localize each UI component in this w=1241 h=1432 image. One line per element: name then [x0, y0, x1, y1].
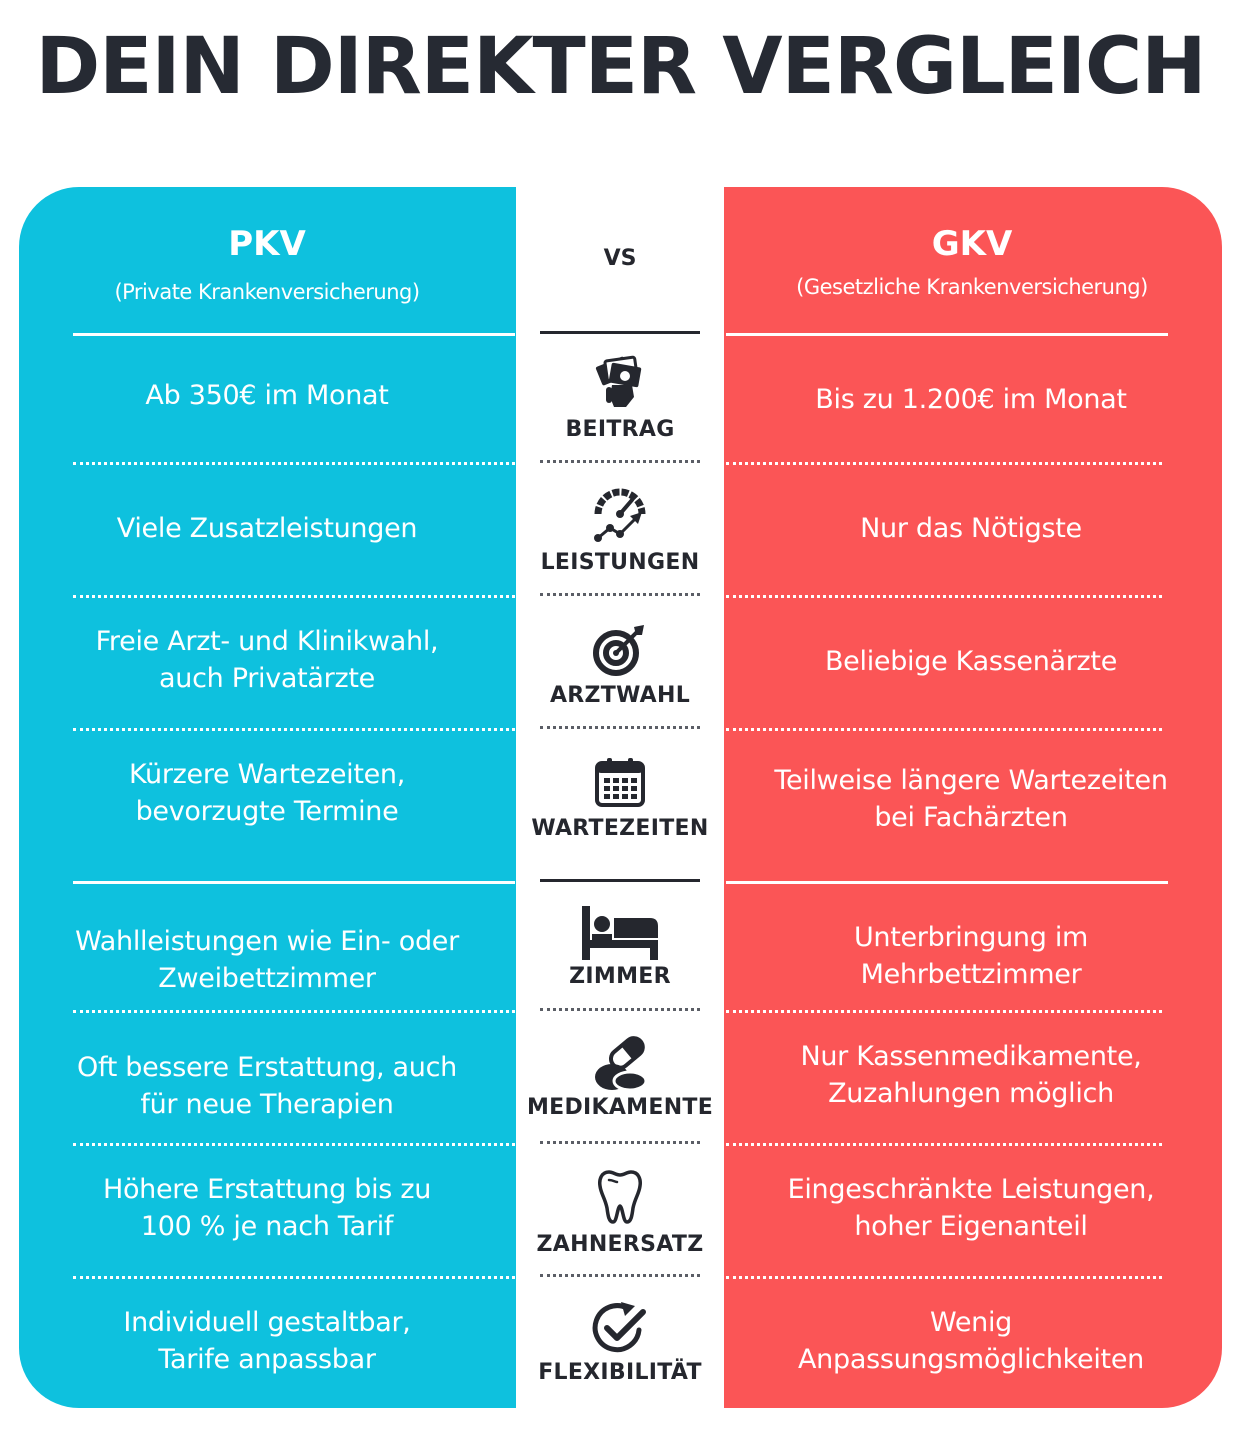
section-divider-center — [540, 879, 700, 882]
header-divider-right — [726, 333, 1168, 336]
dotted-divider — [73, 1276, 515, 1279]
category-leistungen — [515, 488, 725, 575]
header-divider-left — [73, 333, 515, 336]
pkv-wartezeiten: Kürzere Wartezeiten, bevorzugte Termine — [128, 759, 406, 827]
gauge-chart-icon — [592, 488, 648, 544]
section-divider-right — [726, 881, 1168, 884]
category-label: BEITRAG — [565, 417, 675, 442]
pills-icon — [592, 1035, 648, 1093]
page-title: DEIN DIREKTER VERGLEICH — [35, 22, 1206, 112]
bed-icon — [578, 902, 662, 962]
dotted-divider — [73, 1143, 515, 1146]
gkv-medikamente: Nur Kassenmedikamente, Zuzahlungen möglich — [800, 1041, 1142, 1109]
pkv-leistungen: Viele Zusatzleistungen — [116, 512, 418, 544]
tooth-icon — [595, 1168, 645, 1226]
category-zimmer — [515, 902, 725, 989]
gkv-zahnersatz: Eingeschränkte Leistungen, hoher Eigenanteil — [787, 1174, 1155, 1242]
pkv-heading: PKV — [228, 224, 306, 264]
category-label: WARTEZEITEN — [531, 816, 709, 841]
dotted-divider — [726, 462, 1162, 465]
gkv-beitrag: Bis zu 1.200€ im Monat — [815, 383, 1127, 415]
target-arrow-icon — [592, 621, 648, 677]
category-beitrag — [515, 355, 725, 442]
gkv-heading: GKV — [931, 224, 1013, 264]
category-flexibilitaet — [515, 1300, 725, 1385]
pkv-medikamente: Oft bessere Erstattung, auch für neue Therapien — [77, 1052, 457, 1120]
category-wartezeiten — [515, 754, 725, 841]
gkv-arztwahl: Beliebige Kassenärzte — [824, 645, 1118, 677]
dotted-divider — [540, 1008, 700, 1011]
category-zahnersatz — [515, 1168, 725, 1257]
dotted-divider — [726, 595, 1162, 598]
category-arztwahl — [515, 621, 725, 708]
gkv-wartezeiten: Teilweise längere Wartezeiten bei Fachärzten — [774, 765, 1168, 833]
section-divider-left — [73, 881, 515, 884]
category-label: ZAHNERSATZ — [536, 1232, 704, 1257]
calendar-icon — [592, 754, 648, 810]
dotted-divider — [73, 728, 515, 731]
dotted-divider — [726, 1276, 1162, 1279]
gkv-leistungen: Nur das Nötigste — [860, 512, 1082, 544]
check-cycle-icon — [591, 1300, 649, 1356]
pkv-flexibilitaet: Individuell gestaltbar, Tarife anpassbar — [123, 1307, 411, 1375]
dotted-divider — [540, 460, 700, 463]
dotted-divider — [73, 1010, 515, 1013]
dotted-divider — [540, 726, 700, 729]
dotted-divider — [540, 1274, 700, 1277]
dotted-divider — [726, 728, 1162, 731]
dotted-divider — [73, 462, 515, 465]
dotted-divider — [540, 1141, 700, 1144]
category-label: FLEXIBILITÄT — [538, 1360, 702, 1385]
pkv-arztwahl: Freie Arzt- und Klinikwahl, auch Privatärzte — [95, 626, 439, 694]
header-divider-center — [540, 331, 700, 334]
dotted-divider — [726, 1010, 1162, 1013]
category-label: MEDIKAMENTE — [526, 1095, 714, 1120]
gkv-zimmer: Unterbringung im Mehrbettzimmer — [853, 922, 1089, 990]
pkv-zimmer: Wahlleistungen wie Ein- oder Zweibettzimmer — [75, 926, 459, 994]
category-medikamente — [515, 1035, 725, 1120]
dotted-divider — [73, 595, 515, 598]
gkv-flexibilitaet: Wenig Anpassungsmöglichkeiten — [798, 1307, 1144, 1375]
money-hand-icon — [592, 355, 648, 411]
vs-label: VS — [603, 246, 637, 271]
category-label: ARZTWAHL — [549, 683, 691, 708]
gkv-subheading: (Gesetzliche Krankenversicherung) — [796, 275, 1148, 299]
category-label: ZIMMER — [569, 964, 671, 989]
dotted-divider — [726, 1143, 1162, 1146]
pkv-subheading: (Private Krankenversicherung) — [114, 280, 420, 304]
pkv-zahnersatz: Höhere Erstattung bis zu 100 % je nach Tarif — [102, 1174, 432, 1242]
category-label: LEISTUNGEN — [540, 550, 700, 575]
dotted-divider — [540, 593, 700, 596]
pkv-beitrag: Ab 350€ im Monat — [145, 379, 389, 411]
